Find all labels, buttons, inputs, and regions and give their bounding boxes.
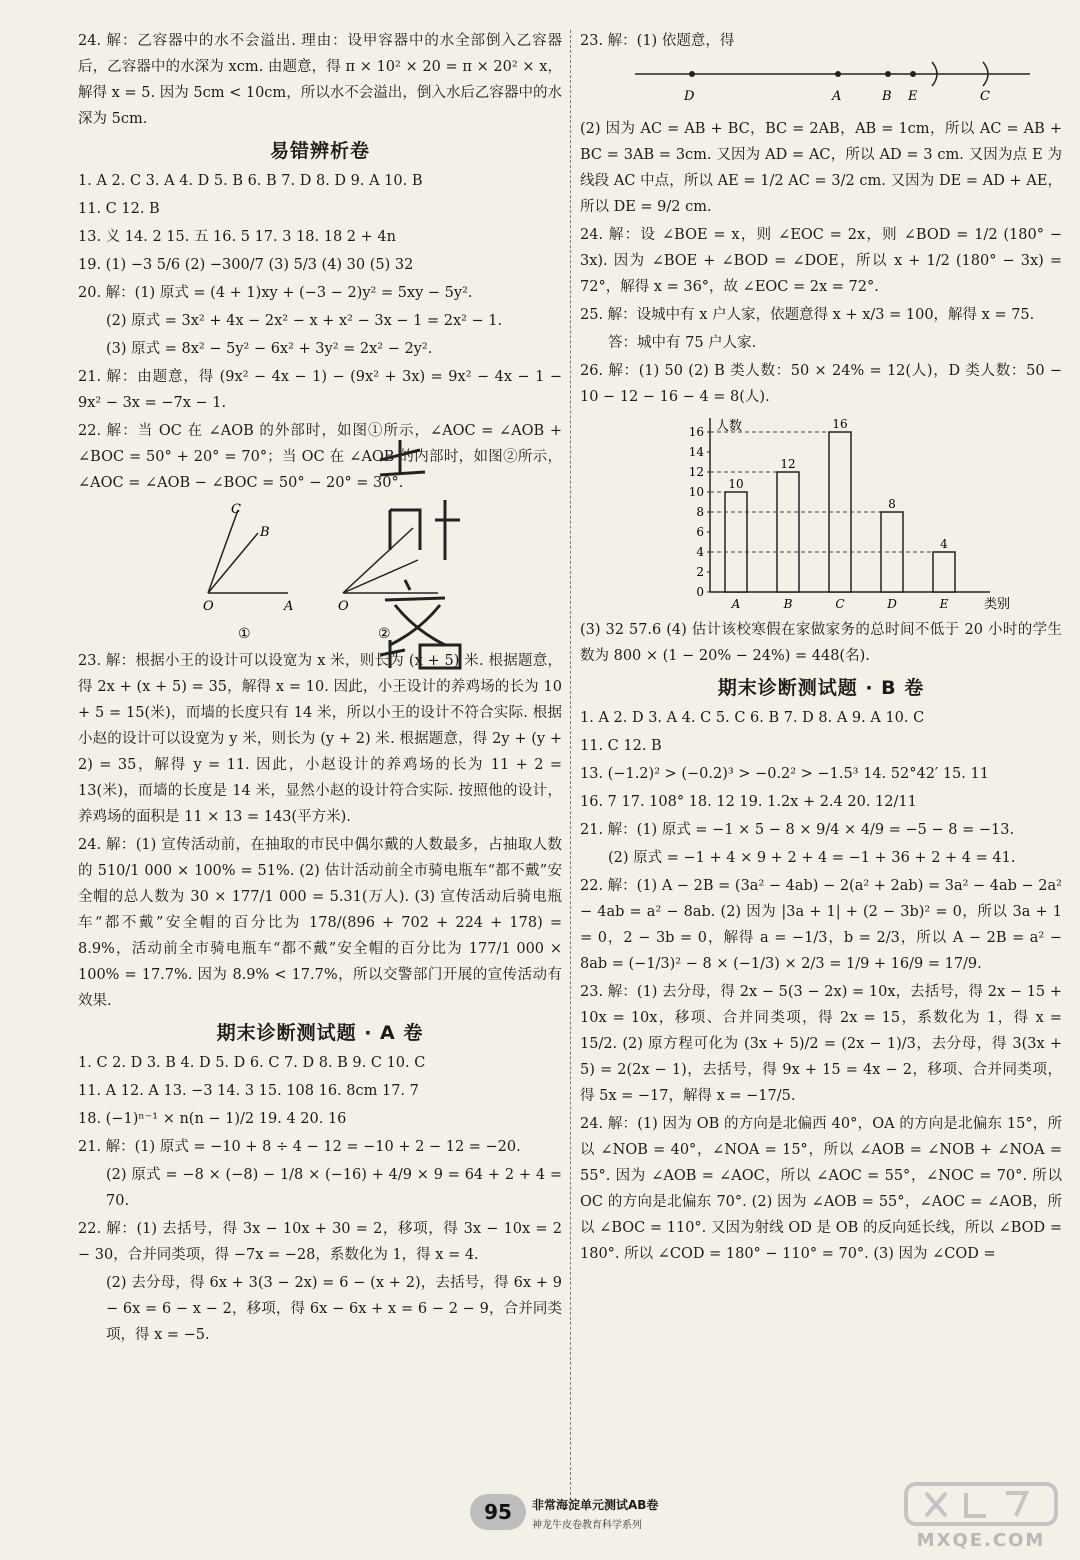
x-axis-label: 类别 (984, 597, 1011, 612)
label-a-1: A (284, 599, 294, 614)
y-tick-label: 0 (696, 585, 704, 599)
fill-answers-2: 19. (1) −3 5/6 (2) −300/7 (3) 5/3 (4) 30 (5) 32 (78, 257, 414, 273)
label-c-1: C (231, 502, 241, 517)
section-title-error-analysis: 易错辨析卷 (269, 140, 370, 162)
bar-value-label: 12 (780, 457, 796, 471)
ray-oc-1 (208, 510, 238, 593)
b-answer-q23: 23. 解：(1) 去分母，得 2x − 5(3 − 2x) = 10x，去括号，得 2x − 15 + 10x = 10x，移项、合并同类项，得 2x = 15，系数化为 1，得 x = 15/2. (2) 原方程可化为 (3x + 5)/2 = (2x − 1)/3，去分母，得 3(3x + 5) = 2(2x − 1)，去括号，得 9x + 15 = 4x − 2，移项、合并同类项，得 5x = −17，解得 x = −17/5. (580, 984, 1062, 1104)
answer-r26-2: (3) 32 57.6 (4) 估计该校寒假在家做家务的总时间不低于 20 小时的学生数为 800 × (1 − 20% − 24%) = 448(名). (580, 622, 1062, 664)
right-column (580, 28, 1062, 1269)
b-answer-q24: 24. 解：(1) 因为 OB 的方向是北偏西 40°，OA 的方向是北偏东 15°，所以 ∠NOB = 40°，∠NOA = 15°，所以 ∠AOB = ∠NOB + ∠NOA = 55°. 因为 ∠AOB = ∠AOC，所以 ∠AOC = 55°，∠NOC = 70°. 所以 OC 的方向是北偏东 70°. (2) 因为 ∠AOB = 55°，∠AOC = ∠AOB，所以 ∠BOC = 110°. 又因为射线 OD 是 OB 的反向延长线，所以 ∠BOD = 180°. 所以 ∠COD = 180° − 110° = 70°. (3) 因为 ∠COD = (580, 1116, 1062, 1262)
label-b: B (882, 89, 892, 104)
fill-answers-1: 13. 义 14. 2 15. 五 16. 5 17. 3 18. 18 2 + 4n (78, 229, 396, 245)
bar-E (933, 552, 955, 592)
answer-r25: 25. 解：设城中有 x 户人家，依题意得 x + x/3 = 100，解得 x = 75. (580, 307, 1035, 323)
answer-q20-3: (3) 原式 = 8x² − 5y² − 6x² + 3y² = 2x² − 2y². (106, 341, 433, 357)
x-tick-label: A (731, 597, 741, 611)
b-fill-answers-2: 16. 7 17. 108° 18. 12 19. 1.2x + 2.4 20. 12/11 (580, 794, 917, 810)
figure-number-2: ② (378, 626, 391, 642)
answer-q23: 23. 解：根据小王的设计可以设宽为 x 米，则长为 (x + 5) 米. 根据题意，得 2x + (x + 5) = 35，解得 x = 10. 因此，小王设计的养鸡场的长为 10 + 5 = 15(米)，而墙的长度只有 14 米，所以小王的设计不符合实际. 根据小赵的设计可以设宽为 y 米，则长为 (y + 2) 米. 根据题意，得 2y + (y + 2) = 35，解得 y = 11. 因此，小赵设计的养鸡场的长为 11 + 2 = 13(米)，而墙的长度是 14 米，显然小赵的设计符合实际. 按照他的设计，养鸡场的面积是 11 × 13 = 143(平方米). (78, 653, 562, 825)
answer-r24: 24. 解：设 ∠BOE = x，则 ∠EOC = 2x，则 ∠BOD = 1/2 (180° − 3x). 因为 ∠BOE + ∠BOD = ∠DOE，所以 x + 1/2 (180° − 3x) = 72°，解得 x = 36°，故 ∠EOC = 2x = 72°. (580, 227, 1062, 295)
choice-answers-2: 11. C 12. B (78, 201, 160, 217)
y-tick-label: 12 (688, 465, 704, 479)
b-fill-answers-1: 13. (−1.2)² > (−0.2)³ > −0.2² > −1.5³ 14. 52°42′ 15. 11 (580, 766, 989, 782)
b-answer-q21-2: (2) 原式 = −1 + 4 × 9 + 2 + 4 = −1 + 36 + 2 + 4 = 41. (608, 850, 1016, 866)
x-tick-label: C (835, 597, 845, 611)
label-d: D (684, 89, 695, 104)
bar-value-label: 8 (888, 497, 896, 511)
a-choice-answers-2: 11. A 12. A 13. −3 14. 3 15. 108 16. 8cm 17. 7 (78, 1083, 419, 1099)
y-tick-label: 16 (688, 425, 704, 439)
book-series-title: 非常海淀单元测试AB卷 (532, 1498, 659, 1512)
y-tick-label: 10 (688, 485, 704, 499)
bar-value-label: 16 (832, 417, 848, 431)
section-title-final-a: 期末诊断测试题 · A 卷 (216, 1022, 424, 1044)
answer-q24-helmet: 24. 解：(1) 宣传活动前，在抽取的市民中偶尔戴的人数最多，占抽取人数的 510/1 000 × 100% = 51%. (2) 估计活动前全市骑电瓶车“都不戴”安全帽的总人数为 30 × 177/1 000 = 5.31(万人). (3) 宣传活动后骑电瓶车“都不戴”安全帽的百分比为 178/(896 + 702 + 224 + 178) = 8.9%，活动前全市骑电瓶车“都不戴”安全帽的百分比为 177/1 000 × 100% = 17.7%. 因为 8.9% < 17.7%，所以交警部门开展的宣传活动有效果. (78, 837, 562, 1009)
label-e: E (908, 89, 918, 104)
watermark-logo (896, 1478, 1066, 1528)
x-tick-label: B (783, 597, 793, 611)
a-answer-q22-2: (2) 去分母，得 6x + 3(3 − 2x) = 6 − (x + 2)，去括号，得 6x + 9 − 6x = 6 − x − 2，移项，得 6x − 6x + x = 6 − 2 − 9，合并同类项，得 x = −5. (106, 1275, 562, 1343)
bar-value-label: 4 (940, 537, 948, 551)
label-o-1: O (203, 599, 214, 614)
section-title-final-b: 期末诊断测试题 · B 卷 (717, 677, 925, 699)
y-tick-label: 4 (696, 545, 704, 559)
y-tick-label: 2 (696, 565, 704, 579)
y-tick-label: 6 (696, 525, 704, 539)
publisher-line: 神龙牛皮卷教育科学系列 (532, 1520, 642, 1531)
bar-A (725, 492, 747, 592)
y-axis-label: 人数 (716, 419, 743, 434)
bar-chart (580, 412, 1062, 617)
bar-B (777, 472, 799, 592)
b-answer-q22: 22. 解：(1) A − 2B = (3a² − 4ab) − 2(a² + 2ab) = 3a² − 4ab − 2a² − 4ab = a² − 8ab. (2) 因为 |3a + 1| + (2 − 3b)² = 0，所以 3a + 1 = 0，2 − 3b = 0，解得 a = −1/3，b = 2/3，所以 A − 2B = a² − 8ab = (−1/3)² − 8 × (−1/3) × 2/3 = 1/9 + 16/9 = 17/9. (580, 878, 1062, 972)
label-a: A (832, 89, 842, 104)
bar-chart-svg (580, 412, 1062, 617)
b-choice-answers-1: 1. A 2. D 3. A 4. C 5. C 6. B 7. D 8. A 9. A 10. C (580, 710, 925, 726)
choice-answers-1: 1. A 2. C 3. A 4. D 5. B 6. B 7. D 8. D 9. A 10. B (78, 173, 423, 189)
ray-ob-1 (208, 533, 258, 593)
a-answer-q22-1: 22. 解：(1) 去括号，得 3x − 10x + 30 = 2，移项，得 3x − 10x = 2 − 30，合并同类项，得 −7x = −28，系数化为 1，得 x = 4. (78, 1221, 562, 1263)
point-e (910, 71, 916, 77)
number-line-figure (580, 56, 1062, 116)
answer-q24-water: 24. 解：乙容器中的水不会溢出. 理由：设甲容器中的水全部倒入乙容器后，乙容器中的水深为 xcm. 由题意，得 π × 10² × 20 = π × 20² × x，解得 x = 5. 因为 5cm < 10cm，所以水不会溢出，倒入水后乙容器中的水深为 5cm. (78, 33, 562, 127)
point-a (835, 71, 841, 77)
handwritten-stamp (360, 430, 500, 670)
b-answer-q21-1: 21. 解：(1) 原式 = −1 × 5 − 8 × 9/4 × 4/9 = −5 − 8 = −13. (580, 822, 1015, 838)
label-b-1: B (260, 525, 270, 540)
page-number: 95 (470, 1494, 526, 1530)
page-footer (470, 1490, 700, 1540)
watermark-text: MXQE.COM (916, 1530, 1046, 1551)
answer-q20-2: (2) 原式 = 3x² + 4x − 2x² − x + x² − 3x − 1 = 2x² − 1. (106, 313, 503, 329)
x-tick-label: D (887, 597, 897, 611)
point-b (885, 71, 891, 77)
answer-r23-2: (2) 因为 AC = AB + BC，BC = 2AB，AB = 1cm，所以 AC = AB + BC = 3AB = 3cm. 又因为 AD = AC，所以 AD = 3 cm. 又因为点 E 为线段 AC 中点，所以 AE = 1/2 AC = 3/2 cm. 又因为 DE = AD + AE，所以 DE = 9/2 cm. (580, 121, 1062, 215)
answer-q22: 22. 解：当 OC 在 ∠AOB 的外部时，如图①所示，∠AOC = ∠AOB + ∠BOC = 50° + 20° = 70°；当 OC 在 ∠AOB 的内部时，如图②所示，∠AOC = ∠AOB − ∠BOC = 50° − 20° = 30°. (78, 423, 562, 491)
figure-1 (203, 502, 293, 642)
answer-q21: 21. 解：由题意，得 (9x² − 4x − 1) − (9x² + 3x) = 9x² − 4x − 1 − 9x² − 3x = −7x − 1. (78, 369, 562, 411)
a-fill-answers: 18. (−1)ⁿ⁻¹ × n(n − 1)/2 19. 4 20. 16 (78, 1111, 347, 1127)
x-tick-label: E (939, 597, 949, 611)
y-tick-label: 14 (688, 445, 704, 459)
point-d (689, 71, 695, 77)
label-c: C (980, 89, 990, 104)
label-o-2: O (338, 599, 349, 614)
number-line-svg (580, 56, 1062, 116)
answer-r25-conclusion: 答：城中有 75 户人家. (608, 335, 757, 351)
y-tick-label: 8 (696, 505, 704, 519)
figure-number-1: ① (238, 626, 251, 642)
a-answer-q21-1: 21. 解：(1) 原式 = −10 + 8 ÷ 4 − 12 = −10 + 2 − 12 = −20. (78, 1139, 521, 1155)
bar-value-label: 10 (728, 477, 744, 491)
watermark (896, 1478, 1066, 1553)
answer-r23-1: 23. 解：(1) 依题意，得 (580, 33, 735, 49)
column-divider (570, 30, 571, 1500)
answer-q20-1: 20. 解：(1) 原式 = (4 + 1)xy + (−3 − 2)y² = 5xy − 5y². (78, 285, 473, 301)
a-choice-answers-1: 1. C 2. D 3. B 4. D 5. D 6. C 7. D 8. B 9. C 10. C (78, 1055, 426, 1071)
left-column (78, 28, 562, 1350)
a-answer-q21-2: (2) 原式 = −8 × (−8) − 1/8 × (−16) + 4/9 × 9 = 64 + 2 + 4 = 70. (106, 1167, 562, 1209)
b-choice-answers-2: 11. C 12. B (580, 738, 662, 754)
answer-r26-1: 26. 解：(1) 50 (2) B 类人数：50 × 24% = 12(人)，D 类人数：50 − 10 − 12 − 16 − 4 = 8(人). (580, 363, 1062, 405)
